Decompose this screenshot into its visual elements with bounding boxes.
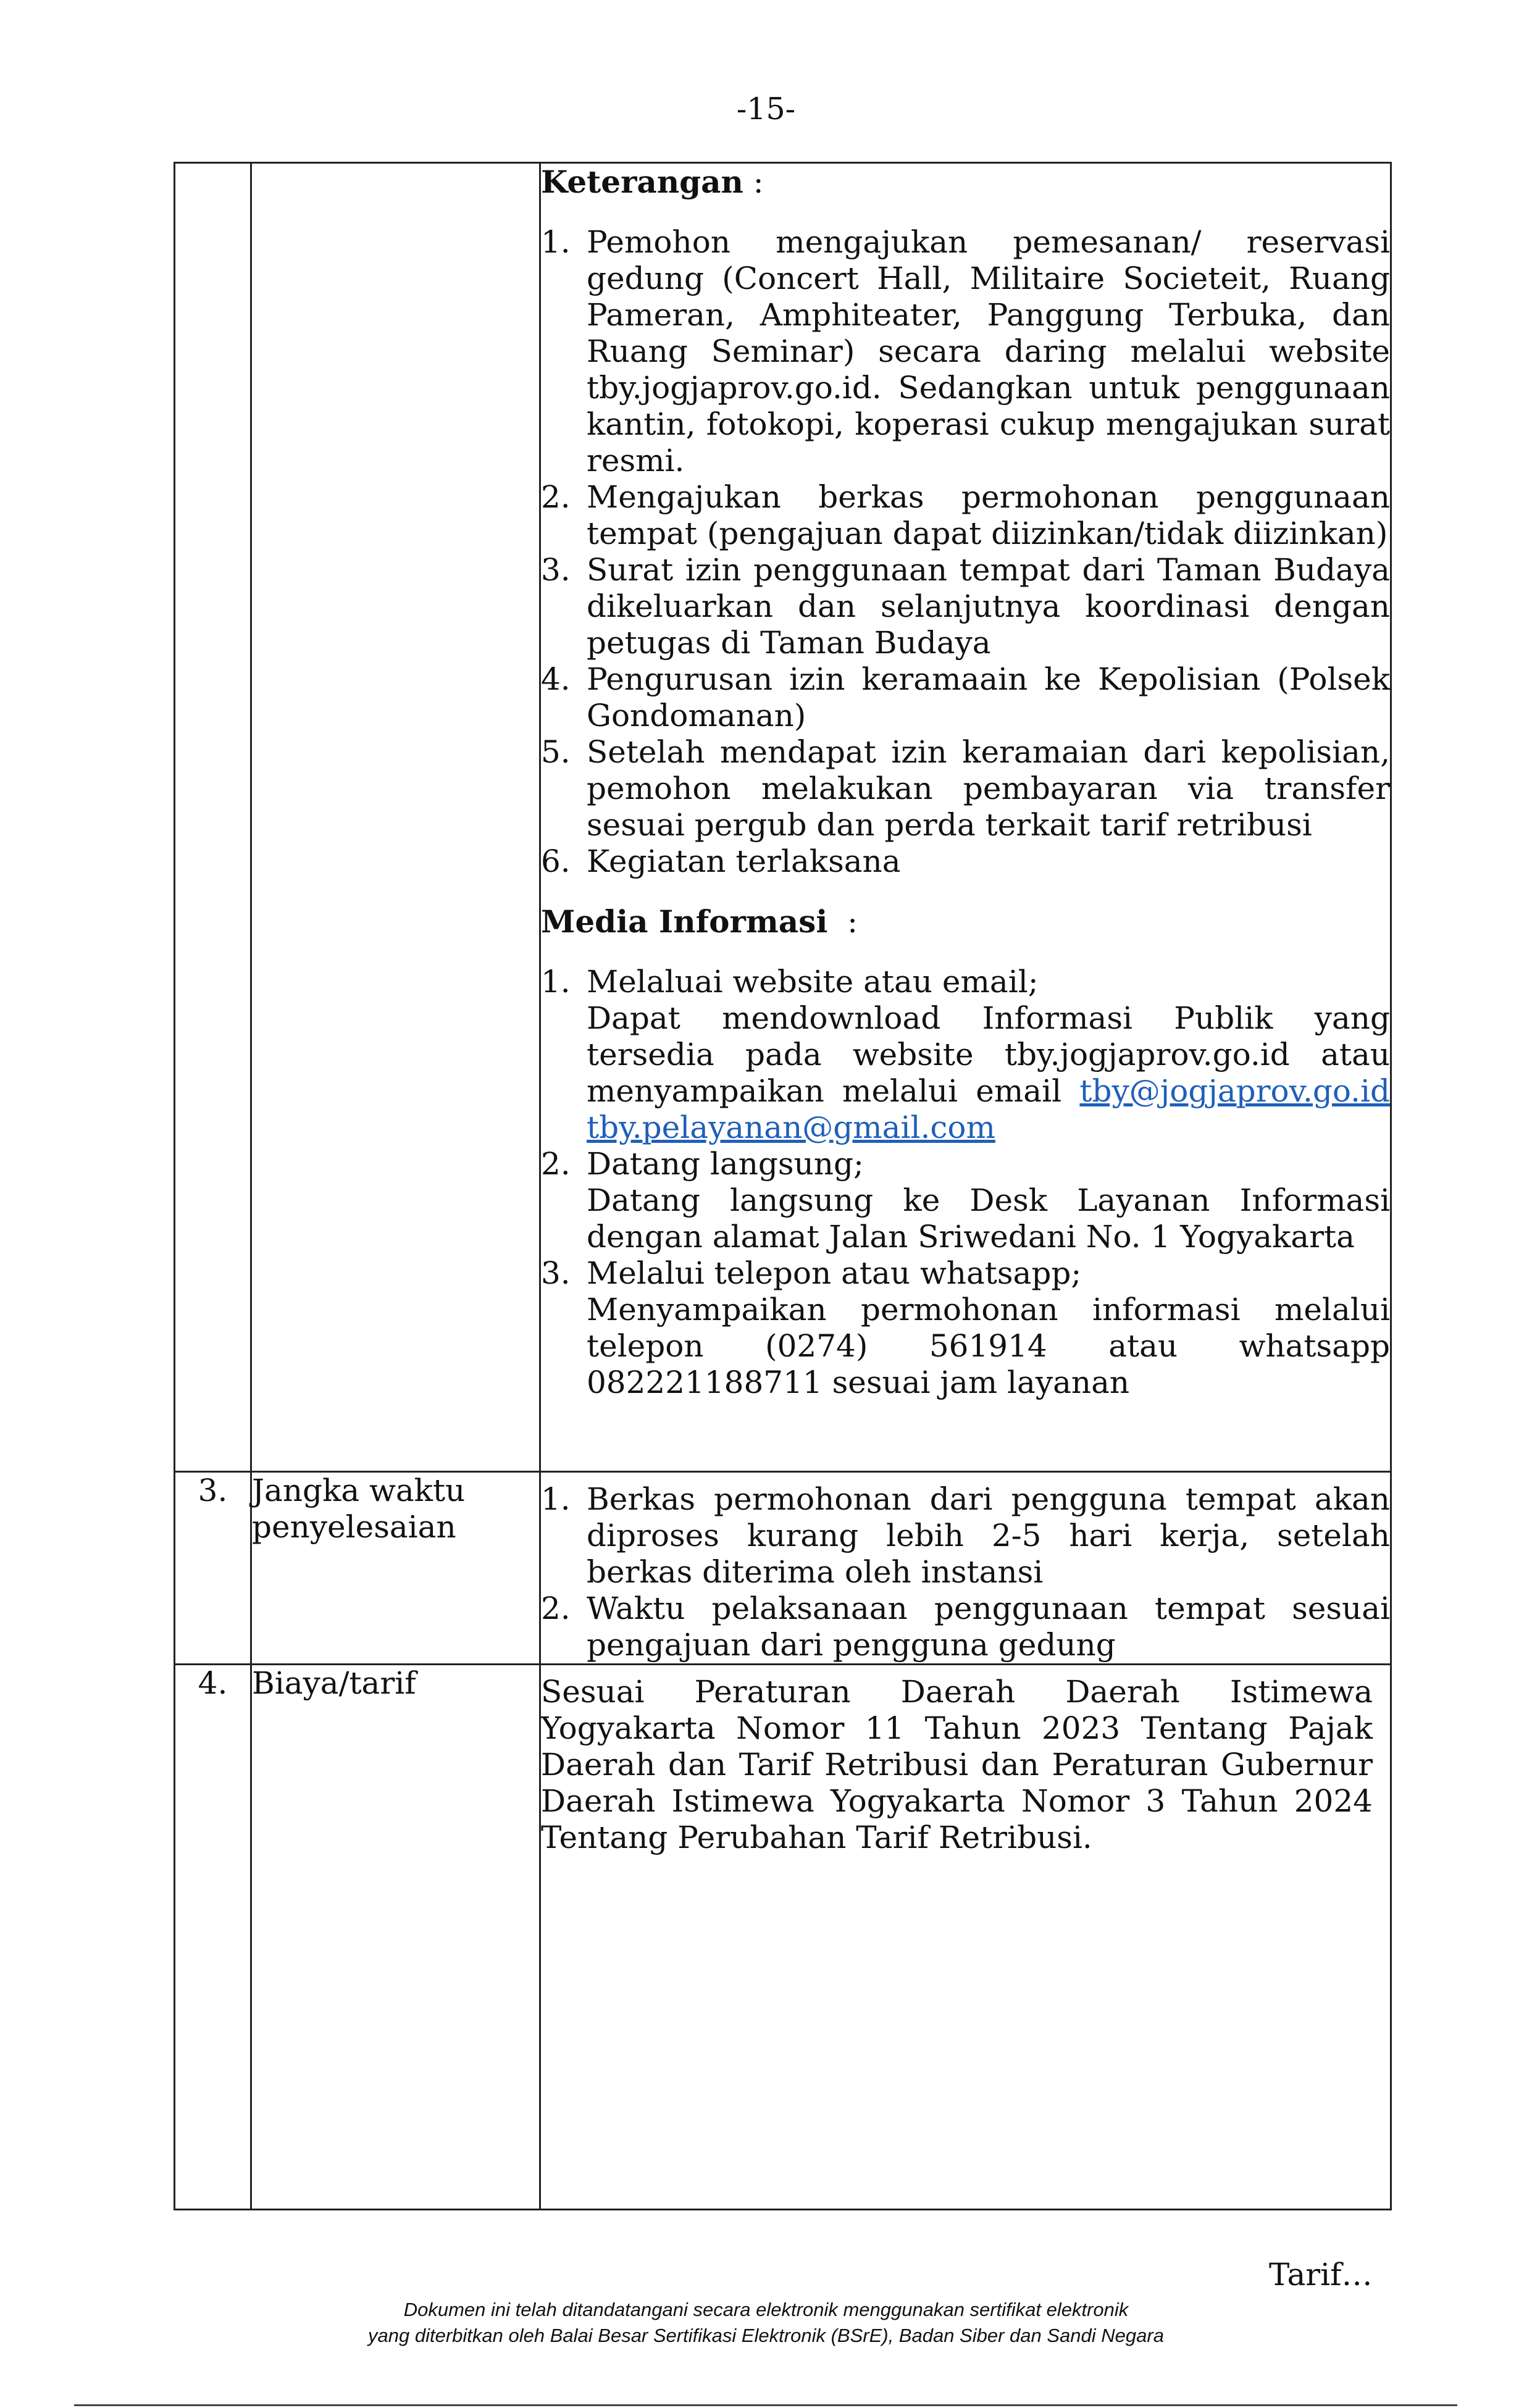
email-link-pelayanan[interactable]: tby.pelayanan@gmail.com bbox=[587, 1110, 995, 1145]
list-item: 2. Waktu pelaksanaan penggunaan tempat sesuai pengajuan dari pengguna gedung bbox=[541, 1591, 1390, 1663]
jangka-waktu-list bbox=[541, 1481, 1390, 1663]
keterangan-colon: : bbox=[743, 164, 764, 200]
next-page-reference: Tarif… bbox=[1269, 2257, 1373, 2293]
list-item: 2. Mengajukan berkas permohonan penggunaan tempat (pengajuan dapat diizinkan/tidak diizinkan) bbox=[541, 479, 1390, 551]
row-number: 3. bbox=[175, 1472, 251, 1665]
keterangan-list bbox=[541, 224, 1390, 880]
content-cell bbox=[540, 163, 1391, 1472]
number-cell bbox=[175, 163, 251, 1472]
biaya-text: Sesuai Peraturan Daerah Daerah Istimewa Yogyakarta Nomor 11 Tahun 2023 Tentang Pajak Daerah dan Tarif Retribusi dan Peraturan Gubernur Daerah Istimewa Yogyakarta Nomor 3 Tahun 2024 Tentang Perubahan Tarif Retribusi. bbox=[541, 1674, 1373, 1855]
keterangan-heading bbox=[541, 164, 1390, 201]
page-number: -15- bbox=[736, 91, 796, 127]
content-cell bbox=[540, 1472, 1391, 1665]
list-item: 3. Melalui telepon atau whatsapp; Menyampaikan permohonan informasi melalui telepon (0274) 561914 atau whatsapp 082221188711 sesuai jam layanan bbox=[541, 1255, 1390, 1400]
row-label: Biaya/tarif bbox=[251, 1665, 540, 2210]
media-colon: : bbox=[827, 904, 858, 940]
list-item: 1. Melaluai website atau email; Dapat mendownload Informasi Publik yang tersedia pada website tby.jogjaprov.go.id atau menyampaikan melalui email tby@jogjaprov.go.id tby.pelayanan@gmail.com bbox=[541, 964, 1390, 1145]
row-label: Jangka waktu penyelesaian bbox=[251, 1472, 540, 1665]
list-item: 1. Pemohon mengajukan pemesanan/ reservasi gedung (Concert Hall, Militaire Societeit, Ruang Pameran, Amphiteater, Panggung Terbuka, dan Ruang Seminar) secara daring melalui website tby.jogjaprov.go.id. Sedangkan untuk penggunaan kantin, fotokopi, koperasi cukup mengajukan surat resmi. bbox=[541, 224, 1390, 479]
media-informasi-heading bbox=[541, 903, 1390, 940]
list-item: 3. Surat izin penggunaan tempat dari Taman Budaya dikeluarkan dan selanjutnya koordinasi dengan petugas di Taman Budaya bbox=[541, 552, 1390, 661]
table-row-jangka-waktu bbox=[175, 1472, 1391, 1665]
list-item: 2. Datang langsung; Datang langsung ke Desk Layanan Informasi dengan alamat Jalan Sriwedani No. 1 Yogyakarta bbox=[541, 1146, 1390, 1255]
list-item: 6. Kegiatan terlaksana bbox=[541, 843, 901, 879]
table-row-continuation bbox=[175, 163, 1391, 1472]
email-link-tby[interactable]: tby@jogjaprov.go.id bbox=[1079, 1073, 1390, 1109]
e-signature-footer bbox=[0, 2297, 1532, 2349]
media-informasi-list bbox=[541, 964, 1390, 1401]
row-number: 4. bbox=[175, 1665, 251, 2210]
content-cell bbox=[540, 1665, 1391, 2210]
footer-line-2: yang diterbitkan oleh Balai Besar Sertifikasi Elektronik (BSrE), Badan Siber dan Sandi Negara bbox=[368, 2325, 1164, 2346]
list-item: 1. Berkas permohonan dari pengguna tempat akan diproses kurang lebih 2-5 hari kerja, setelah berkas diterima oleh instansi bbox=[541, 1481, 1390, 1590]
footer-line-1: Dokumen ini telah ditandatangani secara elektronik menggunakan sertifikat elektronik bbox=[403, 2299, 1129, 2320]
list-item: 5. Setelah mendapat izin keramaian dari kepolisian, pemohon melakukan pembayaran via transfer sesuai pergub dan perda terkait tarif retribusi bbox=[541, 734, 1390, 843]
table-row-biaya bbox=[175, 1665, 1391, 2210]
keterangan-title: Keterangan bbox=[541, 164, 743, 200]
list-item: 4. Pengurusan izin keramaain ke Kepolisian (Polsek Gondomanan) bbox=[541, 661, 1390, 734]
service-standard-table bbox=[174, 162, 1392, 2210]
media-title: Media Informasi bbox=[541, 903, 828, 940]
label-cell bbox=[251, 163, 540, 1472]
footer-divider bbox=[74, 2404, 1457, 2406]
